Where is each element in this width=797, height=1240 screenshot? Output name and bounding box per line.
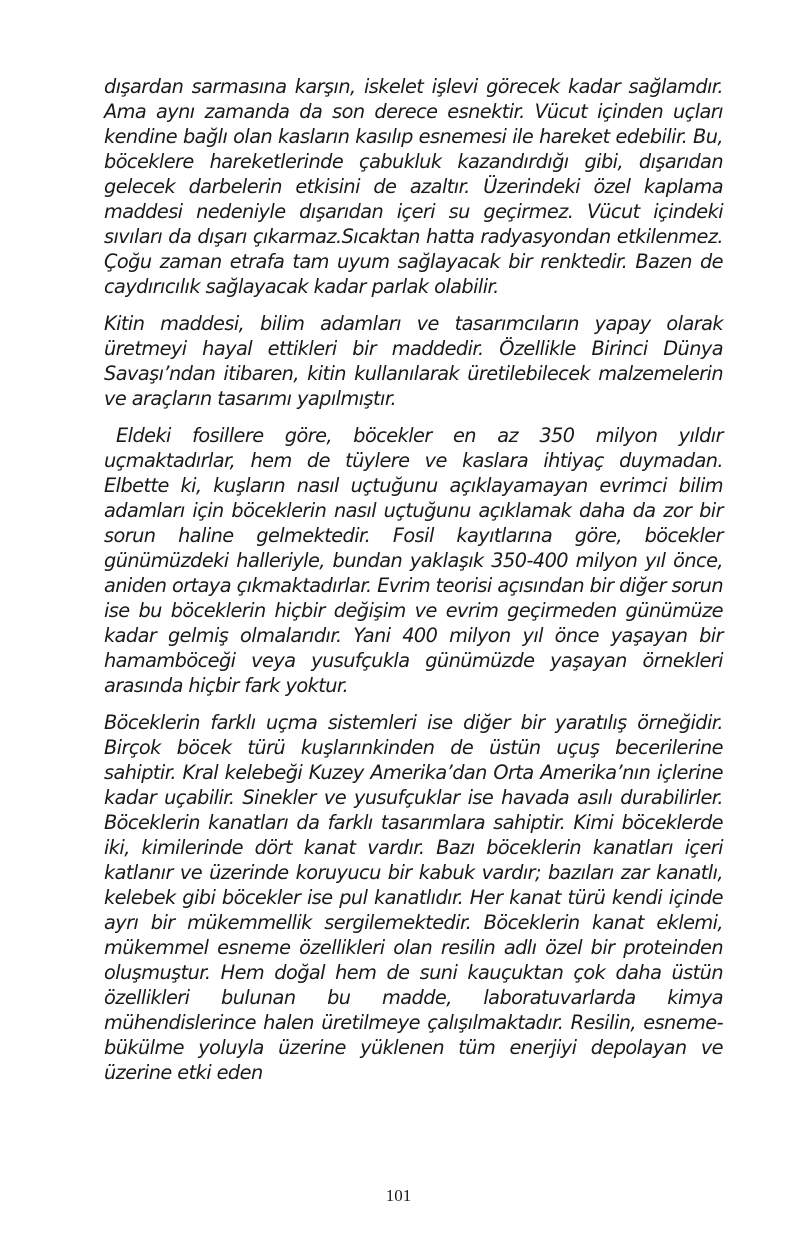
page-body bbox=[104, 74, 723, 1097]
paragraph-flight-systems: Böceklerin farklı uçma sistemleri ise diğer bir yaratılış örneğidir. Birçok böcek türü kuşlarınkinden de üstün uçuş becerilerine sahiptir. Kral kelebeği Kuzey Amerika’dan Orta Amerika’nın içlerine kadar uçabilir. Sinekler ve yusufçuklar ise havada asılı durabilirler. Böceklerin kanatları da farklı tasarımlara sahiptir. Kimi böceklerde iki, kimilerinde dört kanat vardır. Bazı böceklerin kanatları içeri katlanır ve üzerinde koruyucu bir kabuk vardır; bazıları zar kanatlı, kelebek gibi böcekler ise pul kanatlıdır. Her kanat türü kendi içinde ayrı bir mükemmellik sergilemektedir. Böceklerin kanat eklemi, mükemmel esneme özellikleri olan resilin adlı özel bir proteinden oluşmuştur. Hem doğal hem de suni kauçuktan çok daha üstün özellikleri bulunan bu madde, laboratuvarlarda kimya mühendislerince halen üretilmeye çalışılmaktadır. Resilin, esneme-bükülme yoluyla üzerine yüklenen tüm enerjiyi depolayan ve üzerine etki eden bbox=[104, 711, 723, 1084]
paragraph-exoskeleton: dışardan sarmasına karşın, iskelet işlevi görecek kadar sağlamdır. Ama aynı zamanda da son derece esnektir. Vücut içinden uçları kendine bağlı olan kasların kasılıp esnemesi ile hareket edebilir. Bu, böceklere hareketlerinde çabukluk kazandırdığı gibi, dışarıdan gelecek darbelerin etkisini de azaltır. Üzerindeki özel kaplama maddesi nedeniyle dışarıdan içeri su geçirmez. Vücut içindeki sıvıları da dışarı çıkarmaz.Sıcaktan hatta radyasyondan etkilenmez. Çoğu zaman etrafa tam uyum sağlayacak bir renktedir. Bazen de caydırıcılık sağlayacak kadar parlak olabilir. bbox=[104, 75, 723, 298]
page-number: 101 bbox=[385, 1186, 412, 1205]
paragraph-chitin: Kitin maddesi, bilim adamları ve tasarımcıların yapay olarak üretmeyi hayal ettikleri bir maddedir. Özellikle Birinci Dünya Savaşı’ndan itibaren, kitin kullanılarak üretilebilecek malzemelerin ve araçların tasarımı yapılmıştır. bbox=[104, 312, 723, 410]
paragraph-fossils: Eldeki fosillere göre, böcekler en az 350 milyon yıldır uçmaktadırlar, hem de tüylere ve kaslara ihtiyaç duymadan. Elbette ki, kuşların nasıl uçtuğunu açıklayamayan evrimci bilim adamları için böceklerin nasıl uçtuğunu açıklamak daha da zor bir sorun haline gelmektedir. Fosil kayıtlarına göre, böcekler günümüzdeki halleriyle, bundan yaklaşık 350-400 milyon yıl önce, aniden ortaya çıkmaktadırlar. Evrim teorisi açısından bir diğer sorun ise bu böceklerin hiçbir değişim ve evrim geçirmeden günümüze kadar gelmiş olmalarıdır. Yani 400 milyon yıl önce yaşayan bir hamamböceği veya yusufçukla günümüzde yaşayan örnekleri arasında hiçbir fark yoktur. bbox=[104, 424, 723, 697]
